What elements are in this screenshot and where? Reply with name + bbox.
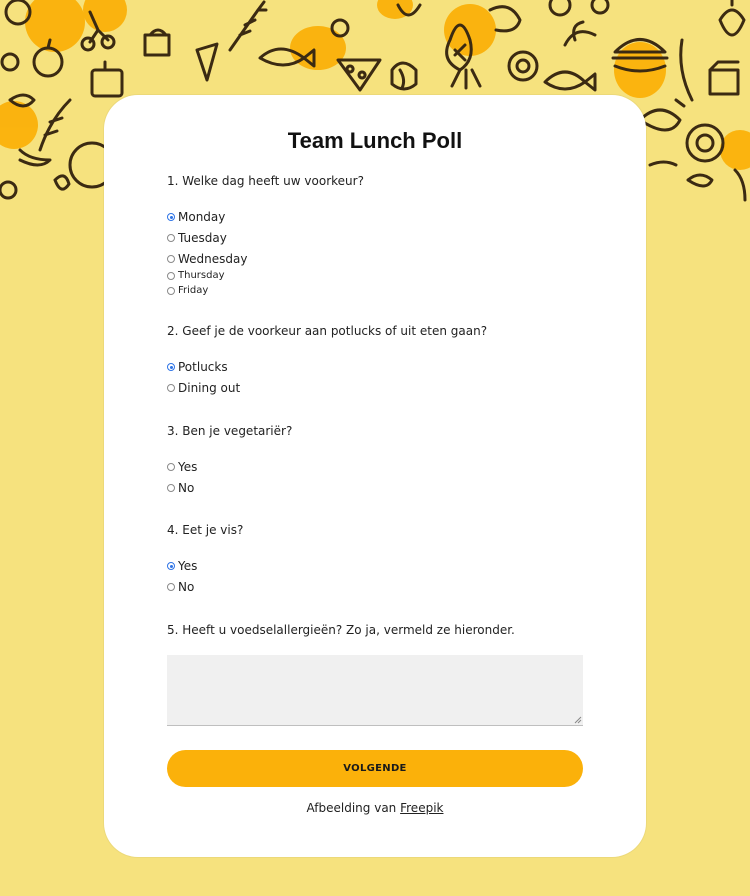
option-wednesday[interactable]: Wednesday [167,252,247,266]
radio-checked-icon[interactable] [167,213,175,221]
question-2-label: 2. Geef je de voorkeur aan potlucks of uit eten gaan? [167,324,488,338]
radio-icon[interactable] [167,384,175,392]
radio-icon[interactable] [167,287,175,295]
allergies-textarea[interactable] [167,655,583,726]
radio-checked-icon[interactable] [167,562,175,570]
page-title: Team Lunch Poll [287,128,463,153]
radio-icon[interactable] [167,255,175,263]
question-4-label: 4. Eet je vis? [167,523,244,537]
option-friday[interactable]: Friday [167,285,208,296]
option-tuesday[interactable]: Tuesday [167,231,227,245]
next-button[interactable]: VOLGENDE [167,750,583,787]
radio-icon[interactable] [167,234,175,242]
option-potlucks[interactable]: Potlucks [167,360,228,374]
question-3-label: 3. Ben je vegetariër? [167,424,293,438]
option-vegetarian-yes[interactable]: Yes [167,460,197,474]
radio-icon[interactable] [167,463,175,471]
question-5-label: 5. Heeft u voedselallergieën? Zo ja, vermeld ze hieronder. [167,623,515,637]
radio-checked-icon[interactable] [167,363,175,371]
radio-icon[interactable] [167,484,175,492]
radio-icon[interactable] [167,583,175,591]
option-monday[interactable]: Monday [167,210,225,224]
option-fish-yes[interactable]: Yes [167,559,197,573]
image-credit: Afbeelding van Freepik [306,801,444,815]
option-thursday[interactable]: Thursday [167,270,225,281]
freepik-link[interactable]: Freepik [400,801,444,815]
option-vegetarian-no[interactable]: No [167,481,194,495]
question-1-label: 1. Welke dag heeft uw voorkeur? [167,174,364,188]
option-fish-no[interactable]: No [167,580,194,594]
option-dining-out[interactable]: Dining out [167,381,240,395]
radio-icon[interactable] [167,272,175,280]
resize-handle-icon[interactable] [574,716,582,724]
